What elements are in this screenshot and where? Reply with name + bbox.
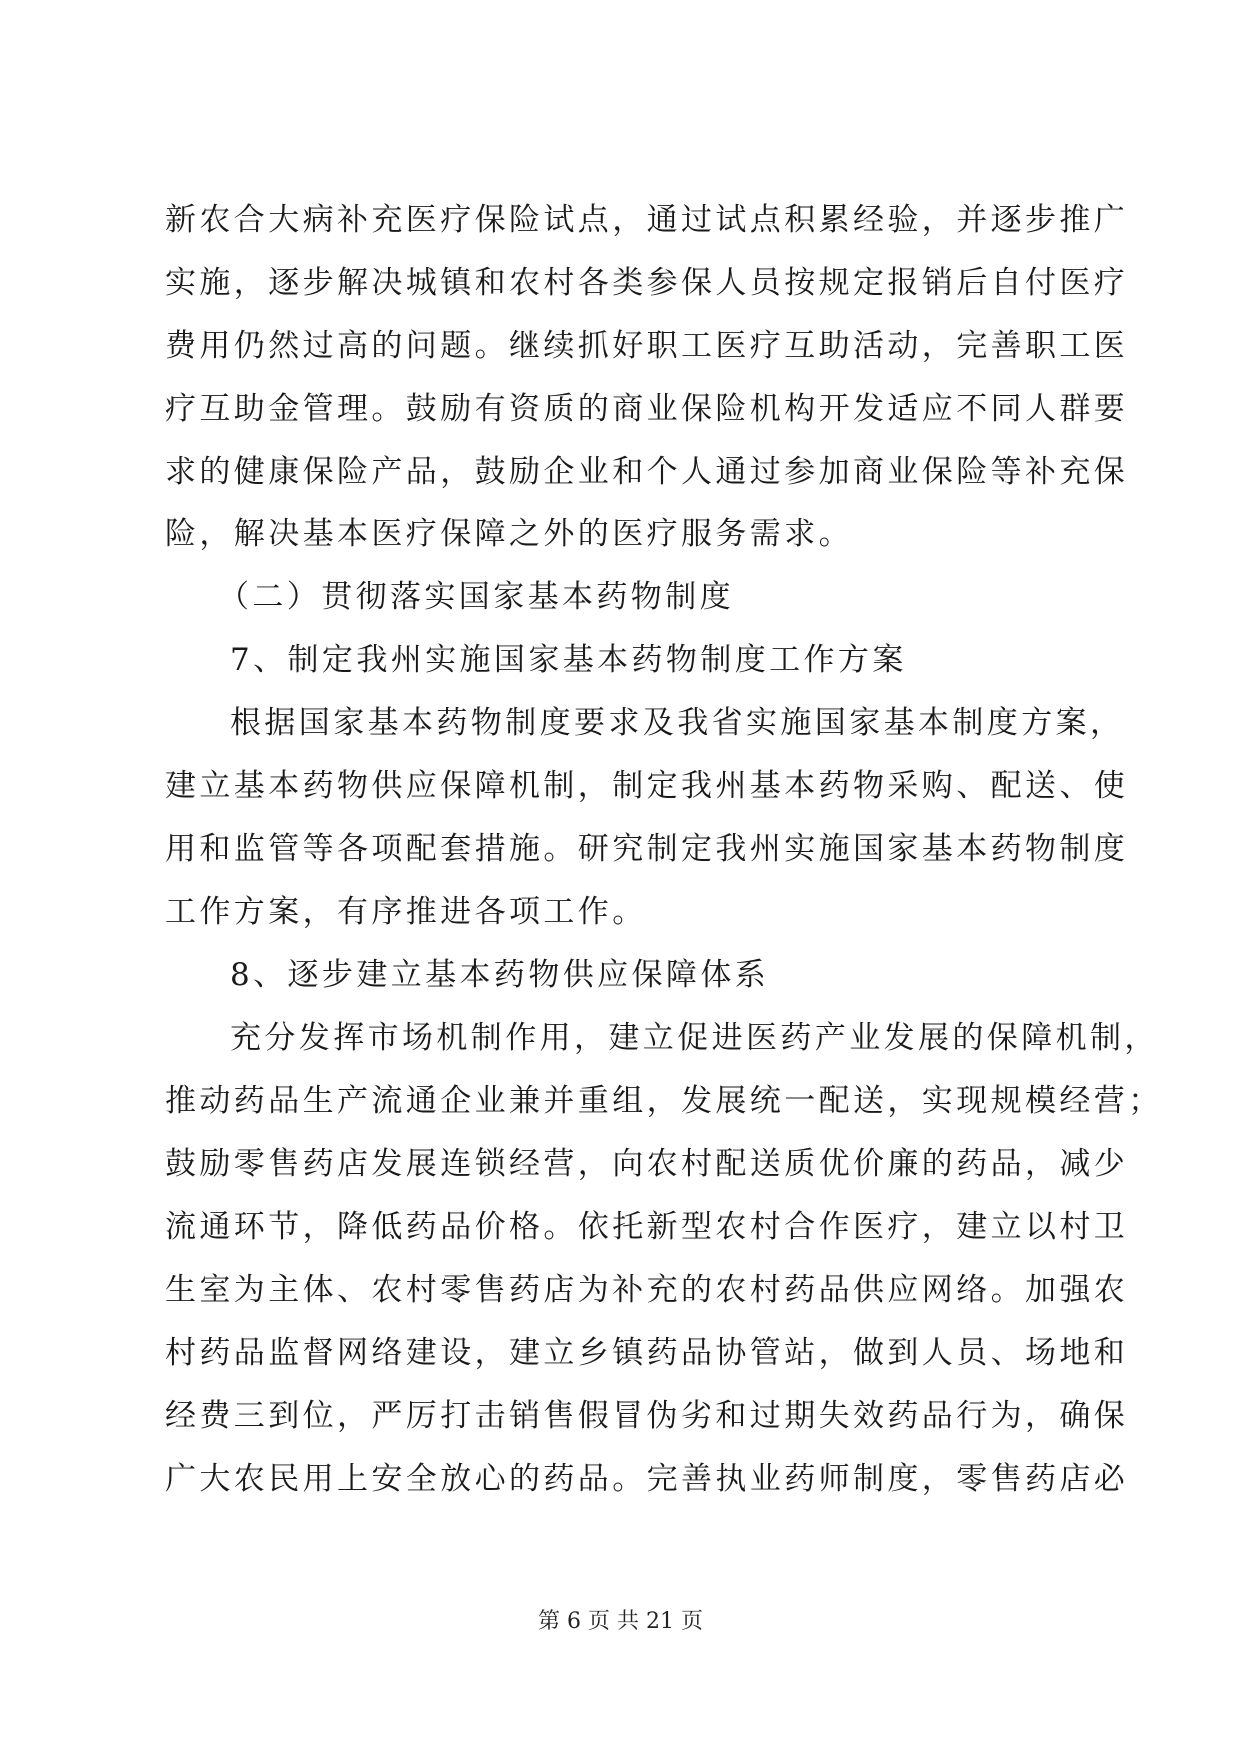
body-text-line: 经费三到位，严厉打击销售假冒伪劣和过期失效药品行为，确保 [165,1398,1129,1434]
body-text-line: 费用仍然过高的问题。继续抓好职工医疗互助活动，完善职工医 [165,328,1129,364]
body-text-line: 村药品监督网络建设，建立乡镇药品协管站，做到人员、场地和 [165,1335,1129,1371]
page-number-footer: 第 6 页 共 21 页 [538,1609,703,1634]
body-text-line: 疗互助金管理。鼓励有资质的商业保险机构开发适应不同人群要 [165,391,1129,427]
body-text-line: 用和监管等各项配套措施。研究制定我州实施国家基本药物制度 [165,831,1129,867]
body-text-line: 根据国家基本药物制度要求及我省实施国家基本制度方案， [230,705,1125,741]
body-text-line: 鼓励零售药店发展连锁经营，向农村配送质优价廉的药品，减少 [165,1146,1129,1182]
body-text-line: 流通环节，降低药品价格。依托新型农村合作医疗，建立以村卫 [165,1209,1129,1245]
body-text-line: 险，解决基本医疗保障之外的医疗服务需求。 [165,516,853,552]
body-text-line: 新农合大病补充医疗保险试点，通过试点积累经验，并逐步推广 [165,202,1129,238]
body-text-line: 推动药品生产流通企业兼并重组，发展统一配送，实现规模经营； [165,1083,1163,1119]
body-text-line: 求的健康保险产品，鼓励企业和个人通过参加商业保险等补充保 [165,454,1129,490]
body-text-line: 生室为主体、农村零售药店为补充的农村药品供应网络。加强农 [165,1272,1129,1308]
section-heading: （二）贯彻落实国家基本药物制度 [218,579,734,615]
body-text-line: 工作方案，有序推进各项工作。 [165,894,647,930]
body-text-line: 充分发挥市场机制作用，建立促进医药产业发展的保障机制， [230,1020,1159,1056]
body-text-line: 广大农民用上安全放心的药品。完善执业药师制度，零售药店必 [165,1461,1129,1497]
body-text-line: 实施，逐步解决城镇和农村各类参保人员按规定报销后自付医疗 [165,265,1129,301]
subsection-heading: 7、制定我州实施国家基本药物制度工作方案 [230,642,907,678]
subsection-heading: 8、逐步建立基本药物供应保障体系 [230,957,770,993]
body-text-line: 建立基本药物供应保障机制，制定我州基本药物采购、配送、使 [165,768,1129,804]
